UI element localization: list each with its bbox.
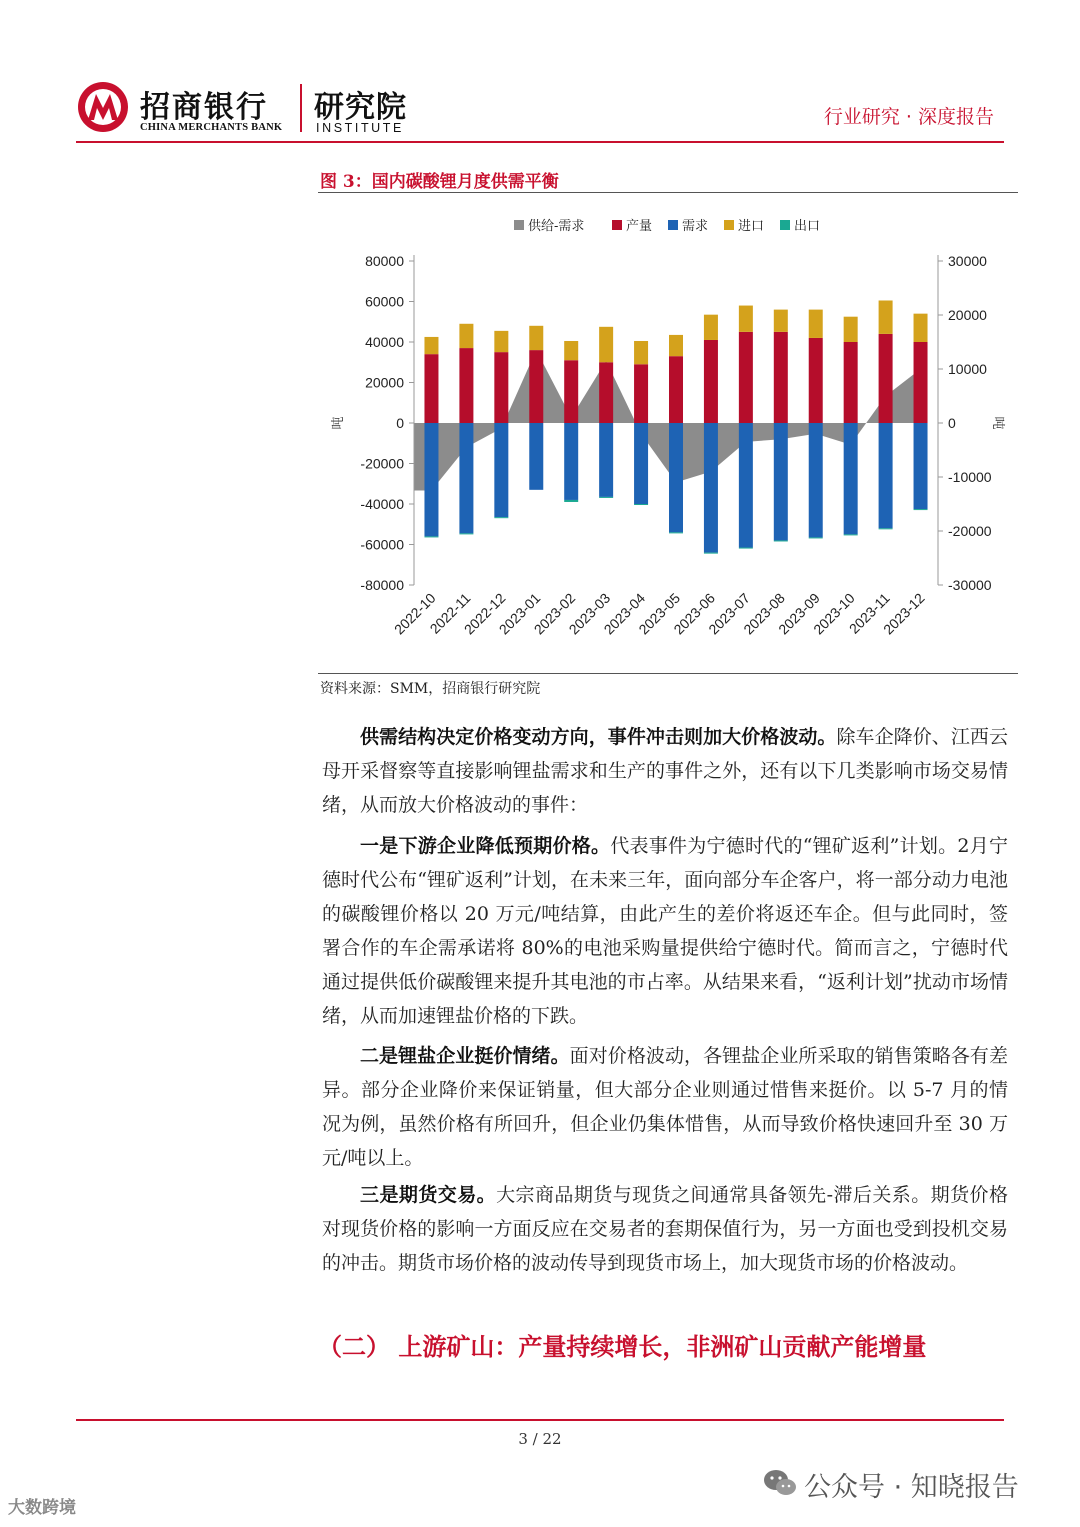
bar-demand: [669, 423, 683, 532]
right-axis-label: 吨: [990, 416, 1005, 430]
legend-swatch: [668, 220, 678, 230]
paragraph-1-text: 除车企降价、江西云母开采督察等直接影响锂盐需求和生产的事件之外，还有以下几类影响市场交易情绪，从而放大价格波动的事件：: [322, 726, 1008, 816]
bar-export: [704, 553, 718, 554]
legend-label: 需求: [682, 219, 709, 234]
legend-swatch: [612, 220, 622, 230]
header-rule: [76, 141, 1004, 143]
bar-export: [914, 509, 928, 510]
paragraph-3-lead: 二是锂盐企业挺价情绪。: [360, 1045, 570, 1067]
paragraph-4-lead: 三是期货交易。: [360, 1184, 497, 1206]
bar-production: [494, 352, 508, 423]
bar-production: [599, 362, 613, 423]
section-heading: （二） 上游矿山：产量持续增长，非洲矿山贡献产能增量: [318, 1333, 927, 1361]
bar-export: [879, 528, 893, 529]
bar-import: [704, 315, 718, 340]
figure-source: 资料来源：SMM，招商银行研究院: [320, 681, 541, 697]
bar-production: [809, 338, 823, 423]
bar-demand: [879, 423, 893, 528]
bar-import: [669, 335, 683, 356]
bar-export: [424, 536, 438, 537]
bar-production: [879, 334, 893, 423]
wechat-icon: [762, 1468, 798, 1498]
left-tick-label: -20000: [360, 455, 404, 472]
bar-export: [564, 500, 578, 502]
watermark-right: 公众号 · 知晓报告: [804, 1472, 1019, 1503]
bar-import: [599, 327, 613, 362]
paragraph-1: [322, 720, 1008, 822]
x-tick-label: 2023-08: [740, 589, 788, 638]
bar-import: [424, 337, 438, 354]
bar-demand: [494, 423, 508, 517]
x-tick-label: 2023-09: [775, 589, 823, 638]
brand-name-cn: 招商银行: [140, 90, 268, 125]
bar-demand: [914, 423, 928, 509]
bar-production: [774, 332, 788, 423]
bar-export: [669, 532, 683, 533]
figure-title: 图 3：国内碳酸锂月度供需平衡: [320, 172, 559, 192]
legend-label: 出口: [794, 219, 821, 234]
legend-label: 进口: [738, 219, 765, 234]
bar-production: [844, 342, 858, 423]
bar-import: [774, 310, 788, 332]
bar-demand: [704, 423, 718, 553]
left-tick-label: 60000: [365, 293, 404, 310]
bar-production: [634, 364, 648, 423]
bar-import: [739, 306, 753, 332]
x-tick-label: 2022-10: [390, 589, 439, 638]
paragraph-3-text: 面对价格波动，各锂盐企业所采取的销售策略各有差异。部分企业降价来保证销量，但大部分企业则通过惜售来挺价。以 5-7 月的情况为例，虽然价格有所回升，但企业仍集体惜售，从而导致价格快速回升至 30 万元/吨以上。: [322, 1045, 1008, 1169]
bar-import: [809, 310, 823, 338]
legend-swatch: [780, 220, 790, 230]
legend-swatch: [724, 220, 734, 230]
right-tick-label: 10000: [948, 361, 987, 377]
x-tick-label: 2023-06: [670, 589, 719, 638]
right-tick-label: 0: [948, 415, 956, 431]
x-tick-label: 2023-12: [880, 589, 928, 638]
paragraph-2-lead: 一是下游企业降低预期价格。: [360, 835, 611, 857]
bar-import: [844, 317, 858, 342]
footer-rule: [76, 1419, 1004, 1421]
left-tick-label: 0: [396, 415, 404, 431]
right-tick-label: 30000: [948, 253, 987, 269]
bar-demand: [634, 423, 648, 504]
x-tick-label: 2022-11: [426, 589, 474, 637]
paragraph-2-text: 代表事件为宁德时代的“锂矿返利”计划。2月宁德时代公布“锂矿返利”计划，在未来三年，面向部分车企客户，将一部分动力电池的碳酸锂价格以 20 万元/吨结算，由此产生的差价将返还车企。但与此同时，签署合作的车企需承诺将 80%的电池采购量提供给宁德时代。简而言之，宁德时代通过提供低价碳酸锂来提升其电池的市占率。从结果来看，“返利计划”扰动市场情绪，从而加速锂盐价格的下跌。: [322, 835, 1008, 1027]
bar-demand: [599, 423, 613, 497]
bar-demand: [809, 423, 823, 537]
paragraph-4-text: 大宗商品期货与现货之间通常具备领先-滞后关系。期货价格对现货价格的影响一方面反应在交易者的套期保值行为，另一方面也受到投机交易的冲击。期货市场价格的波动传导到现货市场上，加大现货市场的价格波动。: [322, 1184, 1008, 1274]
x-tick-label: 2023-01: [495, 589, 544, 638]
institute-name-cn: 研究院: [314, 90, 407, 125]
paragraph-4: [322, 1178, 1008, 1280]
watermark-left: 大数跨境: [8, 1498, 76, 1518]
bar-import: [879, 300, 893, 333]
bar-production: [669, 356, 683, 423]
bar-export: [634, 504, 648, 505]
bar-production: [424, 354, 438, 423]
left-tick-label: 40000: [365, 334, 404, 350]
bar-production: [564, 360, 578, 423]
paragraph-3: [322, 1039, 1008, 1175]
bar-production: [529, 350, 543, 423]
figure-bottom-rule: [318, 673, 1018, 674]
figure-top-rule: [318, 192, 1018, 193]
report-type-tag: 行业研究 · 深度报告: [823, 106, 994, 128]
bar-export: [459, 533, 473, 534]
left-tick-label: -80000: [360, 577, 404, 593]
legend-label: 供给-需求: [528, 219, 585, 234]
x-tick-label: 2023-10: [810, 589, 858, 638]
x-tick-label: 2023-11: [845, 589, 893, 637]
bar-import: [914, 314, 928, 342]
bar-import: [459, 324, 473, 348]
paragraph-1-lead: 供需结构决定价格变动方向，事件冲击则加大价格波动。: [360, 726, 837, 748]
bar-demand: [459, 423, 473, 533]
right-tick-label: -30000: [948, 577, 992, 593]
left-tick-label: -60000: [360, 536, 404, 553]
left-tick-label: 20000: [365, 374, 404, 391]
bar-demand: [564, 423, 578, 500]
bar-production: [914, 342, 928, 423]
bar-demand: [774, 423, 788, 540]
x-tick-label: 2023-07: [705, 589, 753, 638]
bar-export: [809, 537, 823, 538]
legend-label: 产量: [626, 219, 653, 234]
left-tick-label: -40000: [360, 496, 404, 512]
bar-import: [634, 341, 648, 364]
bar-import: [494, 331, 508, 352]
page-number: 3 / 22: [518, 1430, 562, 1448]
cmb-logo-icon: [76, 80, 130, 134]
bar-production: [739, 332, 753, 423]
bar-import: [564, 341, 578, 360]
bar-production: [459, 348, 473, 423]
brand-name-en: CHINA MERCHANTS BANK: [140, 122, 283, 133]
left-tick-label: 80000: [365, 253, 404, 269]
left-axis-label: 吨: [331, 416, 346, 430]
bar-import: [529, 326, 543, 350]
bar-demand: [844, 423, 858, 534]
bar-production: [704, 340, 718, 423]
bar-export: [494, 517, 508, 518]
paragraph-2: [322, 829, 1008, 1033]
x-tick-label: 2022-12: [460, 589, 509, 638]
right-tick-label: -20000: [948, 523, 992, 539]
x-tick-label: 2023-04: [600, 589, 649, 638]
header-divider: [300, 84, 302, 132]
legend-swatch: [514, 220, 524, 230]
bar-demand: [424, 423, 438, 536]
bar-export: [599, 497, 613, 498]
x-tick-label: 2023-05: [635, 589, 684, 638]
bar-demand: [739, 423, 753, 548]
right-tick-label: -10000: [948, 469, 992, 485]
bar-export: [774, 540, 788, 541]
x-tick-label: 2023-03: [565, 589, 614, 638]
x-tick-label: 2023-02: [530, 589, 579, 638]
supply-demand-chart: [318, 200, 1018, 670]
bar-export: [844, 534, 858, 535]
right-tick-label: 20000: [948, 307, 987, 323]
institute-name-en: INSTITUTE: [316, 121, 404, 135]
bar-export: [739, 548, 753, 549]
bar-demand: [529, 423, 543, 490]
